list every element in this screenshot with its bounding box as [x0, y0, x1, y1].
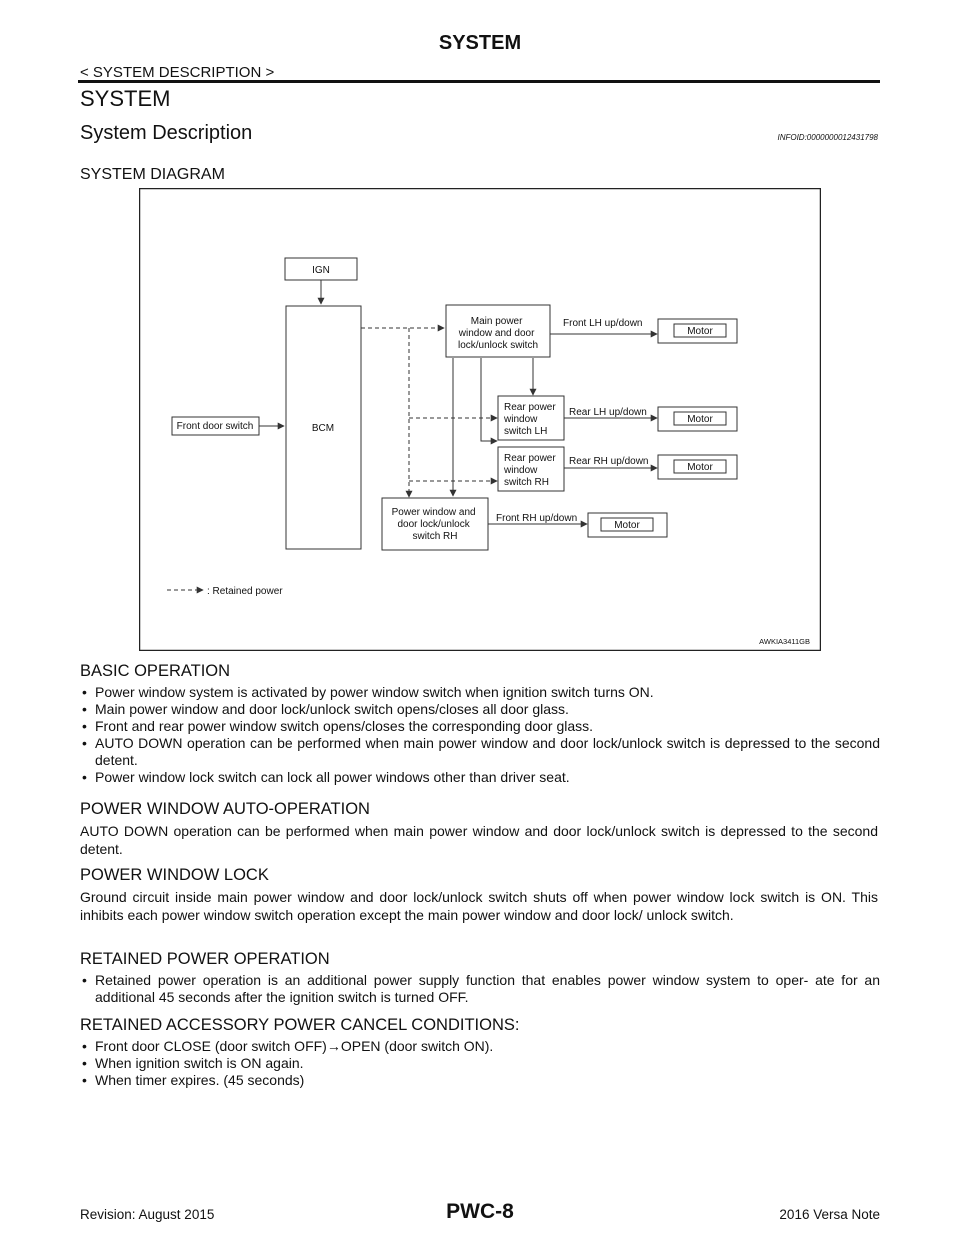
list-item: • Front door CLOSE (door switch OFF)→OPEN (door switch ON).	[80, 1038, 880, 1055]
document-title: SYSTEM	[438, 32, 522, 54]
figure-code: AWKIA3411GB	[759, 637, 810, 646]
retained-power-heading: RETAINED POWER OPERATION	[80, 950, 330, 968]
main-switch-label: Main power window and door lock/unlock switch	[457, 316, 539, 351]
signal-rear-rh: Rear RH up/down	[569, 456, 649, 467]
signal-front-rh: Front RH up/down	[496, 513, 578, 524]
pw-rh-switch-label: Power window and door lock/unlock switch RH	[391, 507, 476, 542]
rear-lh-switch-label: Rear power window switch LH	[504, 402, 556, 437]
list-item: • Main power window and door lock/unlock switch opens/closes all door glass.	[80, 701, 880, 718]
list-item: • Front and rear power window switch opens/closes the corresponding door glass.	[80, 718, 880, 735]
cancel-conditions-heading: RETAINED ACCESSORY POWER CANCEL CONDITIONS:	[80, 1016, 520, 1034]
system-diagram	[139, 188, 821, 651]
signal-rear-lh: Rear LH up/down	[569, 407, 647, 418]
list-item: • When timer expires. (45 seconds)	[80, 1072, 880, 1089]
diagram-legend: : Retained power	[207, 586, 283, 597]
list-item: • AUTO DOWN operation can be performed when main power window and door lock/unlock switch is depressed to the second detent.	[80, 735, 880, 769]
retained-power-list	[80, 972, 880, 1006]
motor-rear-lh-label: Motor	[687, 414, 713, 425]
basic-operation-heading: BASIC OPERATION	[80, 662, 231, 680]
list-item: • Retained power operation is an additional power supply function that enables power window system to oper- ate for an additional 45 seconds after the ignition switch is turned OFF.	[80, 972, 880, 1006]
auto-operation-text: AUTO DOWN operation can be performed when main power window and door lock/unlock switch is depressed to the second detent.	[80, 823, 878, 857]
motor-front-rh-label: Motor	[614, 520, 640, 531]
section-heading: SYSTEM	[80, 86, 171, 111]
list-item: • Power window system is activated by power window switch when ignition switch turns ON.	[80, 684, 880, 701]
ign-label: IGN	[312, 265, 330, 276]
cancel-conditions-list	[80, 1038, 880, 1089]
info-id: INFOID:0000000012431798	[777, 133, 878, 142]
diagram-heading: SYSTEM DIAGRAM	[80, 166, 225, 183]
basic-operation-list	[80, 684, 880, 786]
front-door-switch-label: Front door switch	[176, 421, 254, 432]
window-lock-text: Ground circuit inside main power window and door lock/unlock switch shuts off when power window lock switch is ON. This inhibits each power window switch operation except the main power window and door lock/ unlock switch.	[80, 889, 878, 923]
motor-rear-rh-label: Motor	[687, 462, 713, 473]
rear-rh-switch-label: Rear power window switch RH	[504, 453, 556, 488]
footer-page-number: PWC-8	[446, 1200, 514, 1223]
window-lock-heading: POWER WINDOW LOCK	[80, 866, 269, 884]
subsection-heading: System Description	[80, 122, 253, 144]
motor-front-lh-label: Motor	[687, 326, 713, 337]
auto-operation-heading: POWER WINDOW AUTO-OPERATION	[80, 800, 370, 818]
footer-model: 2016 Versa Note	[779, 1207, 880, 1222]
bcm-label: BCM	[311, 423, 335, 434]
list-item: • Power window lock switch can lock all power windows other than driver seat.	[80, 769, 880, 786]
list-item: • When ignition switch is ON again.	[80, 1055, 880, 1072]
signal-front-lh: Front LH up/down	[563, 318, 643, 329]
header-rule	[78, 80, 880, 83]
section-breadcrumb: < SYSTEM DESCRIPTION >	[80, 64, 275, 81]
footer-revision: Revision: August 2015	[80, 1207, 215, 1222]
